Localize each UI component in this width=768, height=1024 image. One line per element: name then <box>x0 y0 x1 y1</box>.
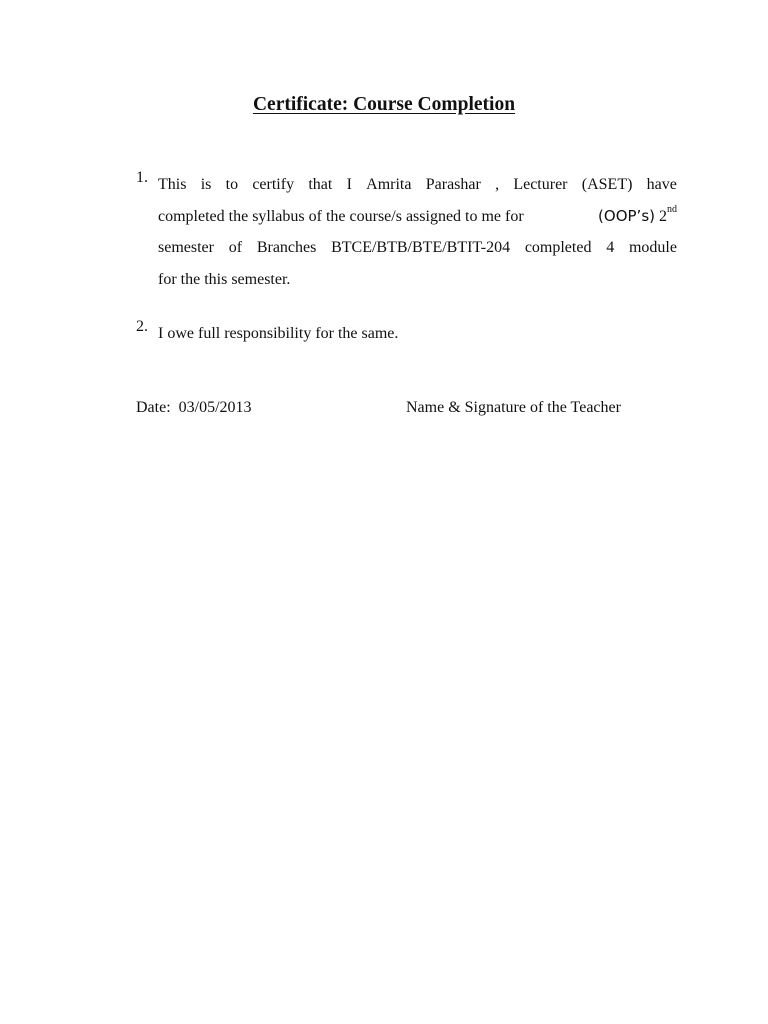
line-word: semester <box>158 239 214 256</box>
date-label: Date: <box>136 399 171 416</box>
line-word: have <box>646 176 677 193</box>
line-word: completed <box>524 239 592 256</box>
line-word: (ASET) <box>581 176 633 193</box>
paragraph-line <box>158 169 677 201</box>
date-field <box>136 397 252 419</box>
list-item-body <box>158 318 677 350</box>
signature-label: Name & Signature of the Teacher <box>406 399 621 416</box>
line-word: BTCE/BTB/BTE/BTIT-204 <box>331 239 511 256</box>
line-word: is <box>200 176 212 193</box>
line-word: , <box>495 176 500 193</box>
line-word: certify <box>252 176 295 193</box>
list-item-number: 2. <box>136 318 148 335</box>
line-word: I <box>346 176 352 193</box>
paragraph-line <box>158 264 677 296</box>
list-item-number: 1. <box>136 169 148 186</box>
line-word: to <box>225 176 239 193</box>
paragraph-line <box>158 232 677 264</box>
line-word: This <box>158 176 187 193</box>
certificate-title: Certificate: Course Completion <box>252 94 516 115</box>
line-word: Branches <box>256 239 317 256</box>
date-value: 03/05/2013 <box>178 399 252 416</box>
list-item-2 <box>136 318 677 350</box>
semester-suffix: nd <box>667 203 677 215</box>
line-word: 4 <box>606 239 615 256</box>
line-word: module <box>628 239 677 256</box>
line-word: that <box>308 176 333 193</box>
paragraph-line <box>158 201 677 233</box>
course-code: (OOP’s) <box>598 206 655 225</box>
paragraph-line <box>158 318 677 350</box>
line-text: I owe full responsibility for the same. <box>158 325 399 342</box>
course-and-semester <box>598 201 677 233</box>
line-word: of <box>228 239 243 256</box>
line-text: for the this semester. <box>158 270 291 288</box>
line-word: Parashar <box>425 176 481 193</box>
list-item-body <box>158 169 677 295</box>
list-item-1 <box>136 169 677 295</box>
line-text: completed the syllabus of the course/s assigned to me for <box>158 207 524 225</box>
semester-number: 2 <box>659 207 667 225</box>
line-word: Amrita <box>366 176 412 193</box>
line-word: Lecturer <box>513 176 568 193</box>
